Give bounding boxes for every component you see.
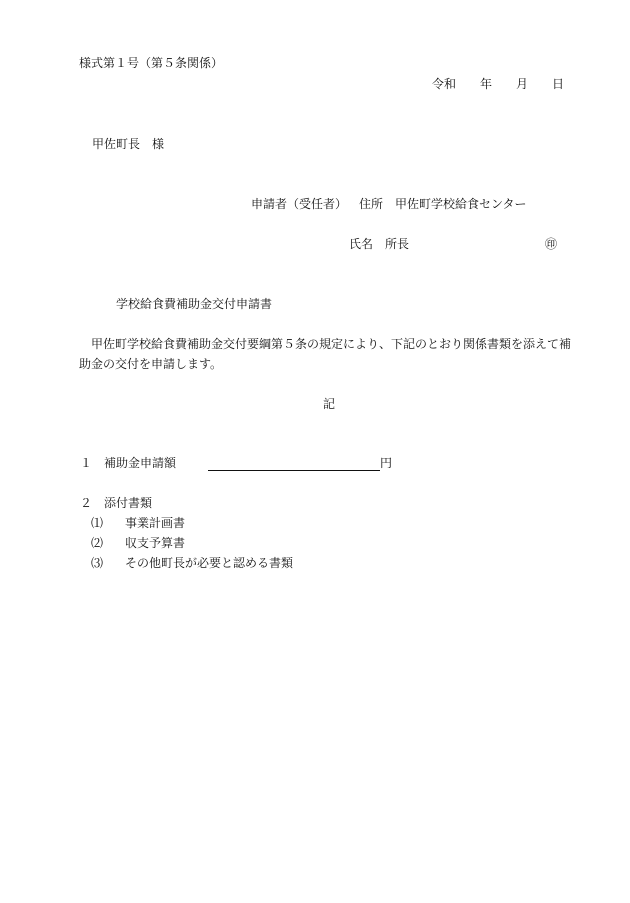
applicant-address-row: [251, 196, 527, 212]
date-year-unit: 年: [480, 77, 493, 91]
date-month-unit: 月: [516, 77, 529, 91]
item-attachments: [80, 495, 152, 511]
date-era: 令和: [432, 77, 457, 91]
attachment-label: 事業計画書: [125, 516, 186, 530]
item1-label: 補助金申請額: [104, 456, 177, 470]
applicant-name-row: [349, 236, 409, 252]
attachment-number: ⑶: [91, 556, 104, 570]
attachment-number: ⑵: [91, 536, 104, 550]
address-value: 甲佐町学校給食センター: [395, 197, 527, 211]
attachment-label: その他町長が必要と認める書類: [125, 556, 294, 570]
item-application-amount: [80, 455, 392, 471]
name-value: 所長: [385, 237, 410, 251]
attachment-label: 収支予算書: [125, 536, 186, 550]
attachment-number: ⑴: [91, 516, 104, 530]
addressee: 甲佐町長 様: [92, 137, 165, 151]
item2-label: 添付書類: [104, 496, 153, 510]
attachment-item: [91, 535, 185, 551]
name-label: 氏名: [349, 237, 374, 251]
date-day-unit: 日: [552, 77, 565, 91]
body-paragraph: 甲佐町学校給食費補助金交付要綱第５条の規定により、下記のとおり関係書類を添えて補助金の交付を申請します。: [79, 337, 572, 371]
item1-number: １: [80, 456, 93, 470]
date-line: [432, 76, 564, 92]
seal-mark: ㊞: [545, 237, 558, 251]
form-number: 様式第１号（第５条関係）: [79, 56, 224, 70]
amount-blank-line: [208, 456, 380, 471]
address-label: 住所: [359, 197, 384, 211]
item1-unit: 円: [380, 456, 393, 470]
attachment-item: [91, 555, 293, 571]
document-title: 学校給食費補助金交付申請書: [116, 297, 273, 311]
ki-heading: 記: [323, 397, 336, 411]
attachment-item: [91, 515, 185, 531]
item2-number: ２: [80, 496, 93, 510]
applicant-role-label: 申請者（受任者）: [251, 197, 348, 211]
